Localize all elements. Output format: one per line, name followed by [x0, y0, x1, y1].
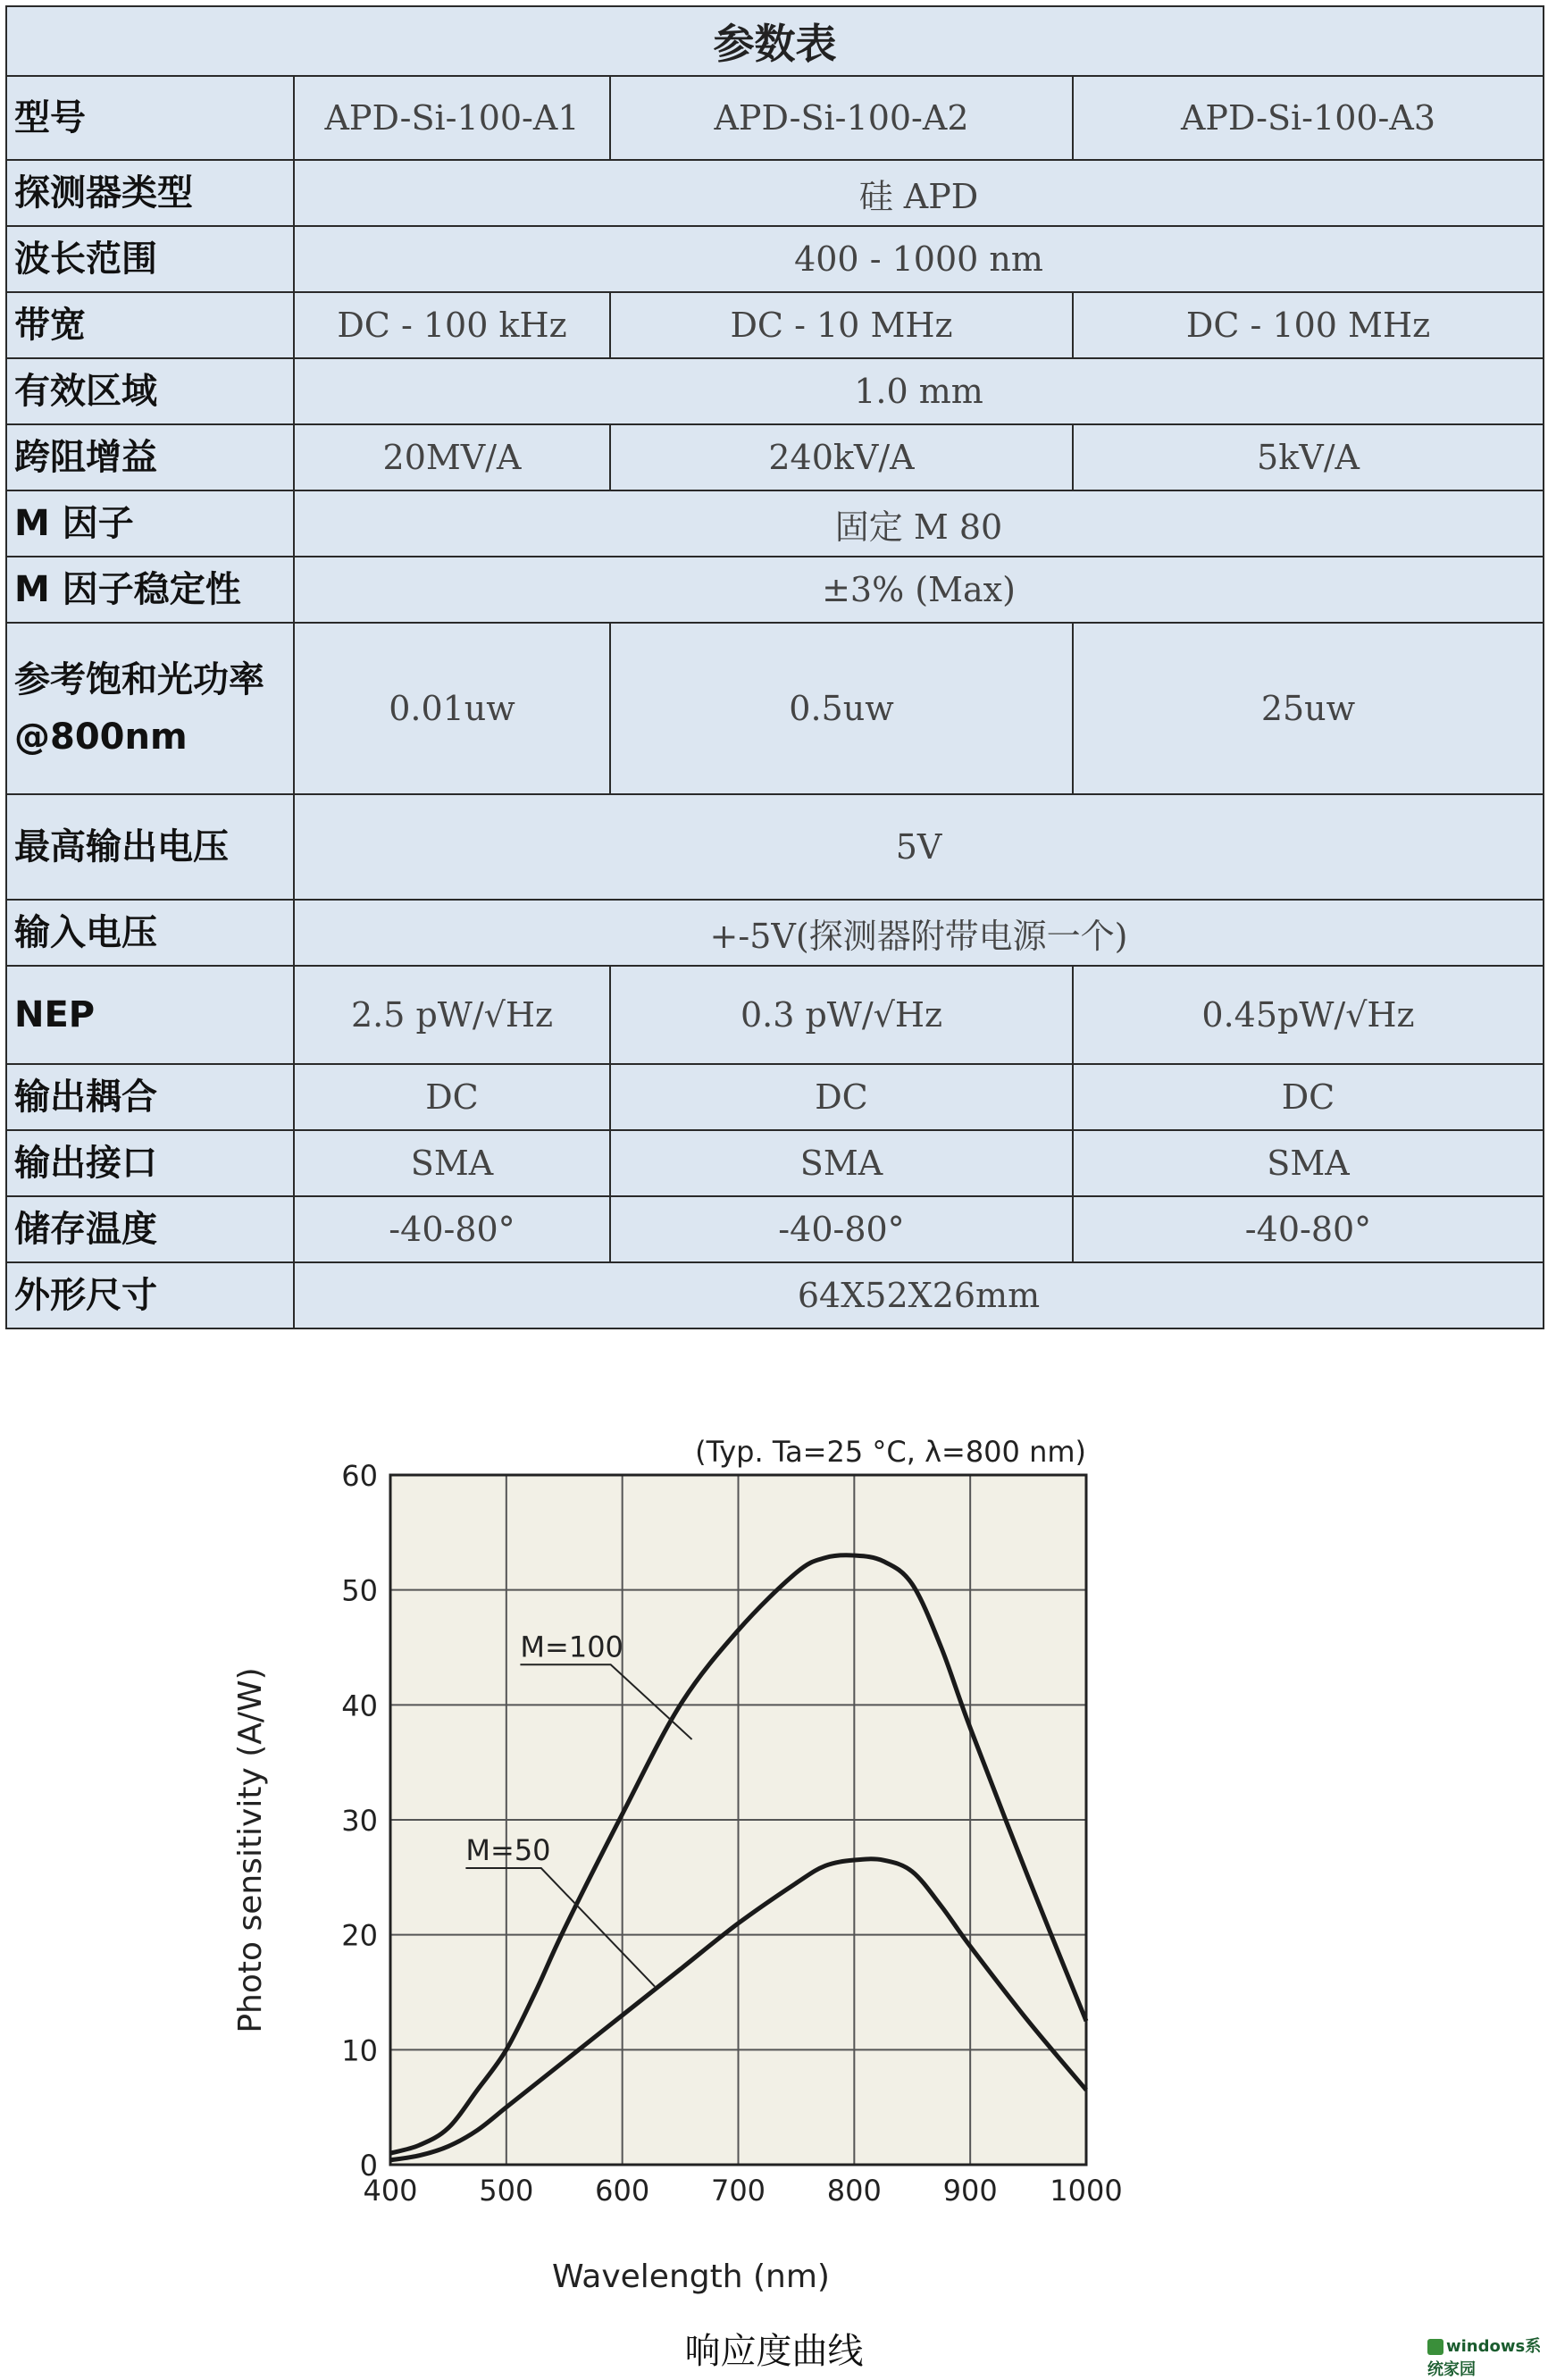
x-tick-label: 400: [363, 2174, 418, 2208]
row-label-area: 有效区域: [6, 358, 294, 424]
row-label-mfactor: M 因子: [6, 490, 294, 557]
row-label-mstability: M 因子稳定性: [6, 557, 294, 623]
row-label-vin: 输入电压: [6, 900, 294, 966]
y-tick-label: 0: [359, 2149, 378, 2183]
x-tick-label: 800: [826, 2174, 882, 2208]
cell-gain-1: 20MV/A: [294, 424, 610, 490]
row-label-interface: 输出接口: [6, 1130, 294, 1196]
table-row-nep: [6, 966, 1544, 1064]
cell-saturation-2: 0.5uw: [610, 623, 1073, 794]
cell-gain-3: 5kV/A: [1073, 424, 1544, 490]
table-row-maxout: [6, 794, 1544, 900]
table-row-detector: [6, 160, 1544, 226]
row-label-wavelength: 波长范围: [6, 226, 294, 292]
cell-mstability-1: ±3% (Max): [294, 557, 1544, 623]
table-title: 参数表: [6, 6, 1544, 76]
annotation-m50: M=50: [465, 1833, 551, 1868]
cell-dimensions-1: 64X52X26mm: [294, 1262, 1544, 1328]
cell-bandwidth-2: DC - 10 MHz: [610, 292, 1073, 358]
cell-nep-1: 2.5 pW/√Hz: [294, 966, 610, 1064]
y-axis-label: Photo sensitivity (A/W): [232, 1667, 269, 2033]
cell-model-2: APD-Si-100-A2: [610, 76, 1073, 160]
y-tick-label: 20: [341, 1918, 378, 1953]
annotation-m100: M=100: [520, 1630, 623, 1664]
row-label-bandwidth: 带宽: [6, 292, 294, 358]
cell-nep-2: 0.3 pW/√Hz: [610, 966, 1073, 1064]
cell-storage-3: -40-80°: [1073, 1196, 1544, 1262]
cell-maxout-1: 5V: [294, 794, 1544, 900]
response-chart: [0, 1394, 1548, 2370]
cell-storage-1: -40-80°: [294, 1196, 610, 1262]
cell-interface-2: SMA: [610, 1130, 1073, 1196]
cell-coupling-2: DC: [610, 1064, 1073, 1130]
row-label-dimensions: 外形尺寸: [6, 1262, 294, 1328]
chart-title: (Typ. Ta=25 °C, λ=800 nm): [695, 1435, 1086, 1469]
row-label-storage: 储存温度: [6, 1196, 294, 1262]
x-tick-label: 1000: [1050, 2174, 1123, 2208]
table-row-mstability: [6, 557, 1544, 623]
row-label-maxout: 最高输出电压: [6, 794, 294, 900]
cell-saturation-1: 0.01uw: [294, 623, 610, 794]
table-row-gain: [6, 424, 1544, 490]
cell-nep-3: 0.45pW/√Hz: [1073, 966, 1544, 1064]
table-row-vin: [6, 900, 1544, 966]
cell-bandwidth-1: DC - 100 kHz: [294, 292, 610, 358]
row-label-model: 型号: [6, 76, 294, 160]
row-label-detector: 探测器类型: [6, 160, 294, 226]
watermark-text: windows系统家园: [1427, 2337, 1542, 2379]
cell-saturation-3: 25uw: [1073, 623, 1544, 794]
cell-wavelength-1: 400 - 1000 nm: [294, 226, 1544, 292]
x-tick-label: 500: [479, 2174, 534, 2208]
y-tick-label: 40: [341, 1689, 378, 1723]
y-tick-label: 10: [341, 2033, 378, 2068]
cell-area-1: 1.0 mm: [294, 358, 1544, 424]
table-row-saturation: [6, 623, 1544, 794]
cell-model-1: APD-Si-100-A1: [294, 76, 610, 160]
cell-detector-1: 硅 APD: [294, 160, 1544, 226]
cell-gain-2: 240kV/A: [610, 424, 1073, 490]
windows-logo-icon: [1427, 2339, 1443, 2355]
cell-mfactor-1: 固定 M 80: [294, 490, 1544, 557]
table-row-coupling: [6, 1064, 1544, 1130]
table-row-interface: [6, 1130, 1544, 1196]
x-tick-label: 900: [942, 2174, 998, 2208]
watermark: [1427, 2334, 1548, 2380]
chart-caption: 响应度曲线: [684, 2331, 864, 2372]
table-row-wavelength: [6, 226, 1544, 292]
table-row-mfactor: [6, 490, 1544, 557]
row-label-nep: NEP: [6, 966, 294, 1064]
cell-interface-3: SMA: [1073, 1130, 1544, 1196]
row-label-saturation: 参考饱和光功率 @800nm: [6, 623, 294, 794]
table-row-model: [6, 76, 1544, 160]
table-row-storage: [6, 1196, 1544, 1262]
spec-table: [5, 5, 1544, 1329]
table-row-dimensions: [6, 1262, 1544, 1328]
cell-model-3: APD-Si-100-A3: [1073, 76, 1544, 160]
chart-svg: [0, 1394, 1548, 2370]
cell-bandwidth-3: DC - 100 MHz: [1073, 292, 1544, 358]
cell-coupling-1: DC: [294, 1064, 610, 1130]
table-row-area: [6, 358, 1544, 424]
cell-interface-1: SMA: [294, 1130, 610, 1196]
table-row-bandwidth: [6, 292, 1544, 358]
x-tick-label: 600: [595, 2174, 650, 2208]
y-tick-label: 30: [341, 1804, 378, 1838]
row-label-gain: 跨阻增益: [6, 424, 294, 490]
y-tick-label: 60: [341, 1459, 378, 1493]
cell-coupling-3: DC: [1073, 1064, 1544, 1130]
x-axis-label: Wavelength (nm): [552, 2258, 830, 2295]
y-tick-label: 50: [341, 1573, 378, 1608]
row-label-coupling: 输出耦合: [6, 1064, 294, 1130]
x-tick-label: 700: [710, 2174, 766, 2208]
cell-storage-2: -40-80°: [610, 1196, 1073, 1262]
cell-vin-1: +-5V(探测器附带电源一个): [294, 900, 1544, 966]
